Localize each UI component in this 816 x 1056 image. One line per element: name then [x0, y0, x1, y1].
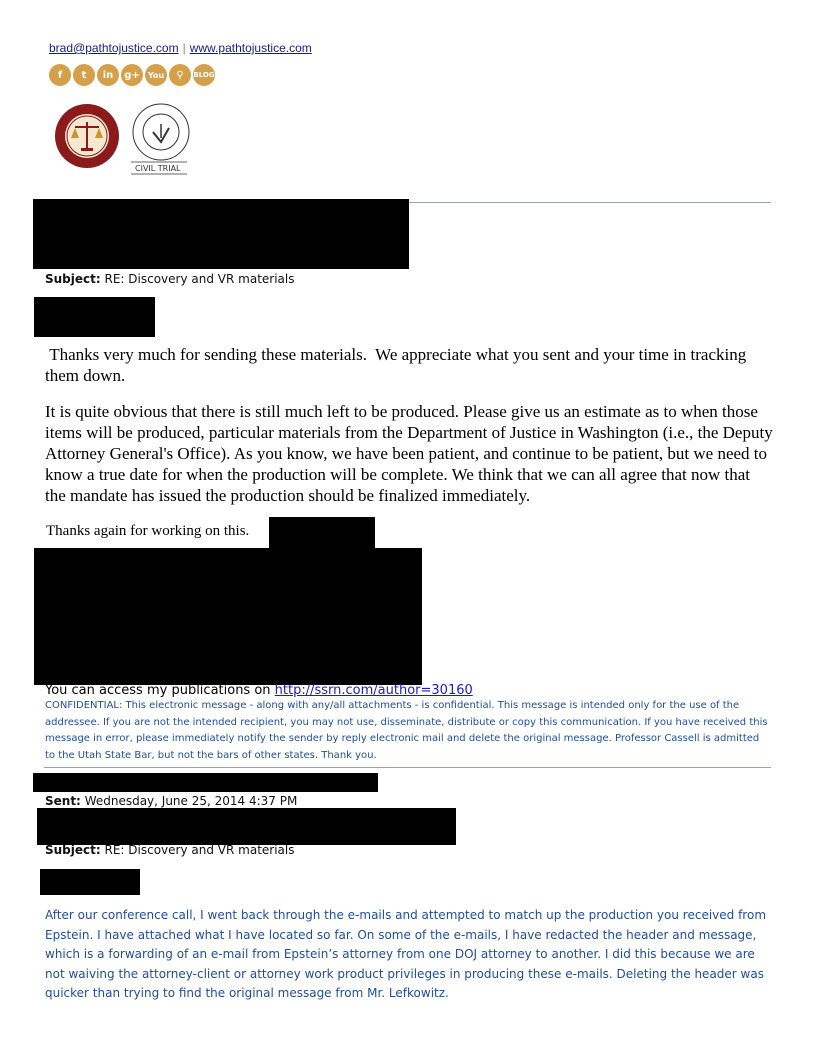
redaction-block: [33, 199, 409, 269]
contact-line: [49, 41, 312, 55]
facebook-icon[interactable]: f: [49, 64, 71, 86]
redaction-block: [269, 517, 375, 549]
redaction-block: [37, 808, 456, 845]
confidential-notice: CONFIDENTIAL: This electronic message - along with any/all attachments - is confidential. This message is intended only for the use of the addressee. If you are not the intended recipient, you may not use, disseminate, distribute or copy this communication. If you have received this message in error, please immediately notify the sender by reply electronic mail and delete the original message. Professor Cassell is admitted to the Utah State Bar, but not the bars of other states. Thank you.: [45, 700, 768, 761]
body-paragraph-3: After our conference call, I went back through the e-mails and attempted to match up the production you received from Epstein. I have attached what I have located so far. On some of the e-mails, I have redacted the header and message, which is a forwarding of an e-mail from Epstein’s attorney from one DOJ attorney to another. I did this because we are not waiving the attorney-client or attorney work product privileges in producing these e-mails. Deleting the header was quicker than trying to find the original message from Mr. Lefkowitz.: [45, 908, 767, 1000]
social-icons: [49, 64, 215, 86]
email-link[interactable]: brad@pathtojustice.com: [49, 41, 179, 55]
ssrn-link[interactable]: http://ssrn.com/author=30160: [274, 683, 473, 698]
separator: |: [182, 41, 186, 55]
badges: [55, 98, 195, 185]
separator-line: [44, 767, 771, 768]
civil-trial-label: CIVIL TRIAL: [135, 164, 181, 173]
body-paragraph-2: It is quite obvious that there is still much left to be produced. Please give us an estimate as to when those items will be produced, particular materials from the Department of Justice in Washington (i.e., the Deputy Attorney General's Office). As you know, we have been patient, and continue to be patient, but we need to know a true date for when the production will be complete. We think that we can all agree that now that the mandate has issued the production should be finalized immediately.: [45, 402, 773, 505]
twitter-icon[interactable]: t: [73, 64, 95, 86]
blog-icon[interactable]: BLOG: [193, 64, 215, 86]
publications-line: [45, 683, 473, 698]
sent-text: Wednesday, June 25, 2014 4:37 PM: [84, 794, 298, 808]
redaction-block: [34, 297, 155, 337]
sent-line: [45, 794, 297, 808]
website-link[interactable]: www.pathtojustice.com: [189, 41, 312, 55]
redaction-block: [33, 773, 378, 792]
subject-label: Subject:: [45, 843, 101, 857]
youtube-icon[interactable]: You: [145, 64, 167, 86]
advocates-forum-seal: [55, 104, 119, 168]
body-paragraph-1: Thanks very much for sending these materials. We appreciate what you sent and your time in tracking them down.: [45, 345, 751, 385]
redaction-block: [40, 869, 140, 895]
thanks-line: Thanks again for working on this.: [46, 523, 250, 539]
subject-text: RE: Discovery and VR materials: [104, 272, 295, 286]
google-plus-icon[interactable]: g+: [121, 64, 143, 86]
subject-label: Subject:: [45, 272, 101, 286]
subject-line-1: [45, 272, 294, 286]
sent-label: Sent:: [45, 794, 81, 808]
subject-line-2: [45, 843, 294, 857]
signature-redaction: [34, 548, 422, 685]
subject-text: RE: Discovery and VR materials: [104, 843, 295, 857]
linkedin-icon[interactable]: in: [97, 64, 119, 86]
publications-text: You can access my publications on: [45, 683, 275, 698]
location-icon[interactable]: ⚲: [169, 64, 191, 86]
